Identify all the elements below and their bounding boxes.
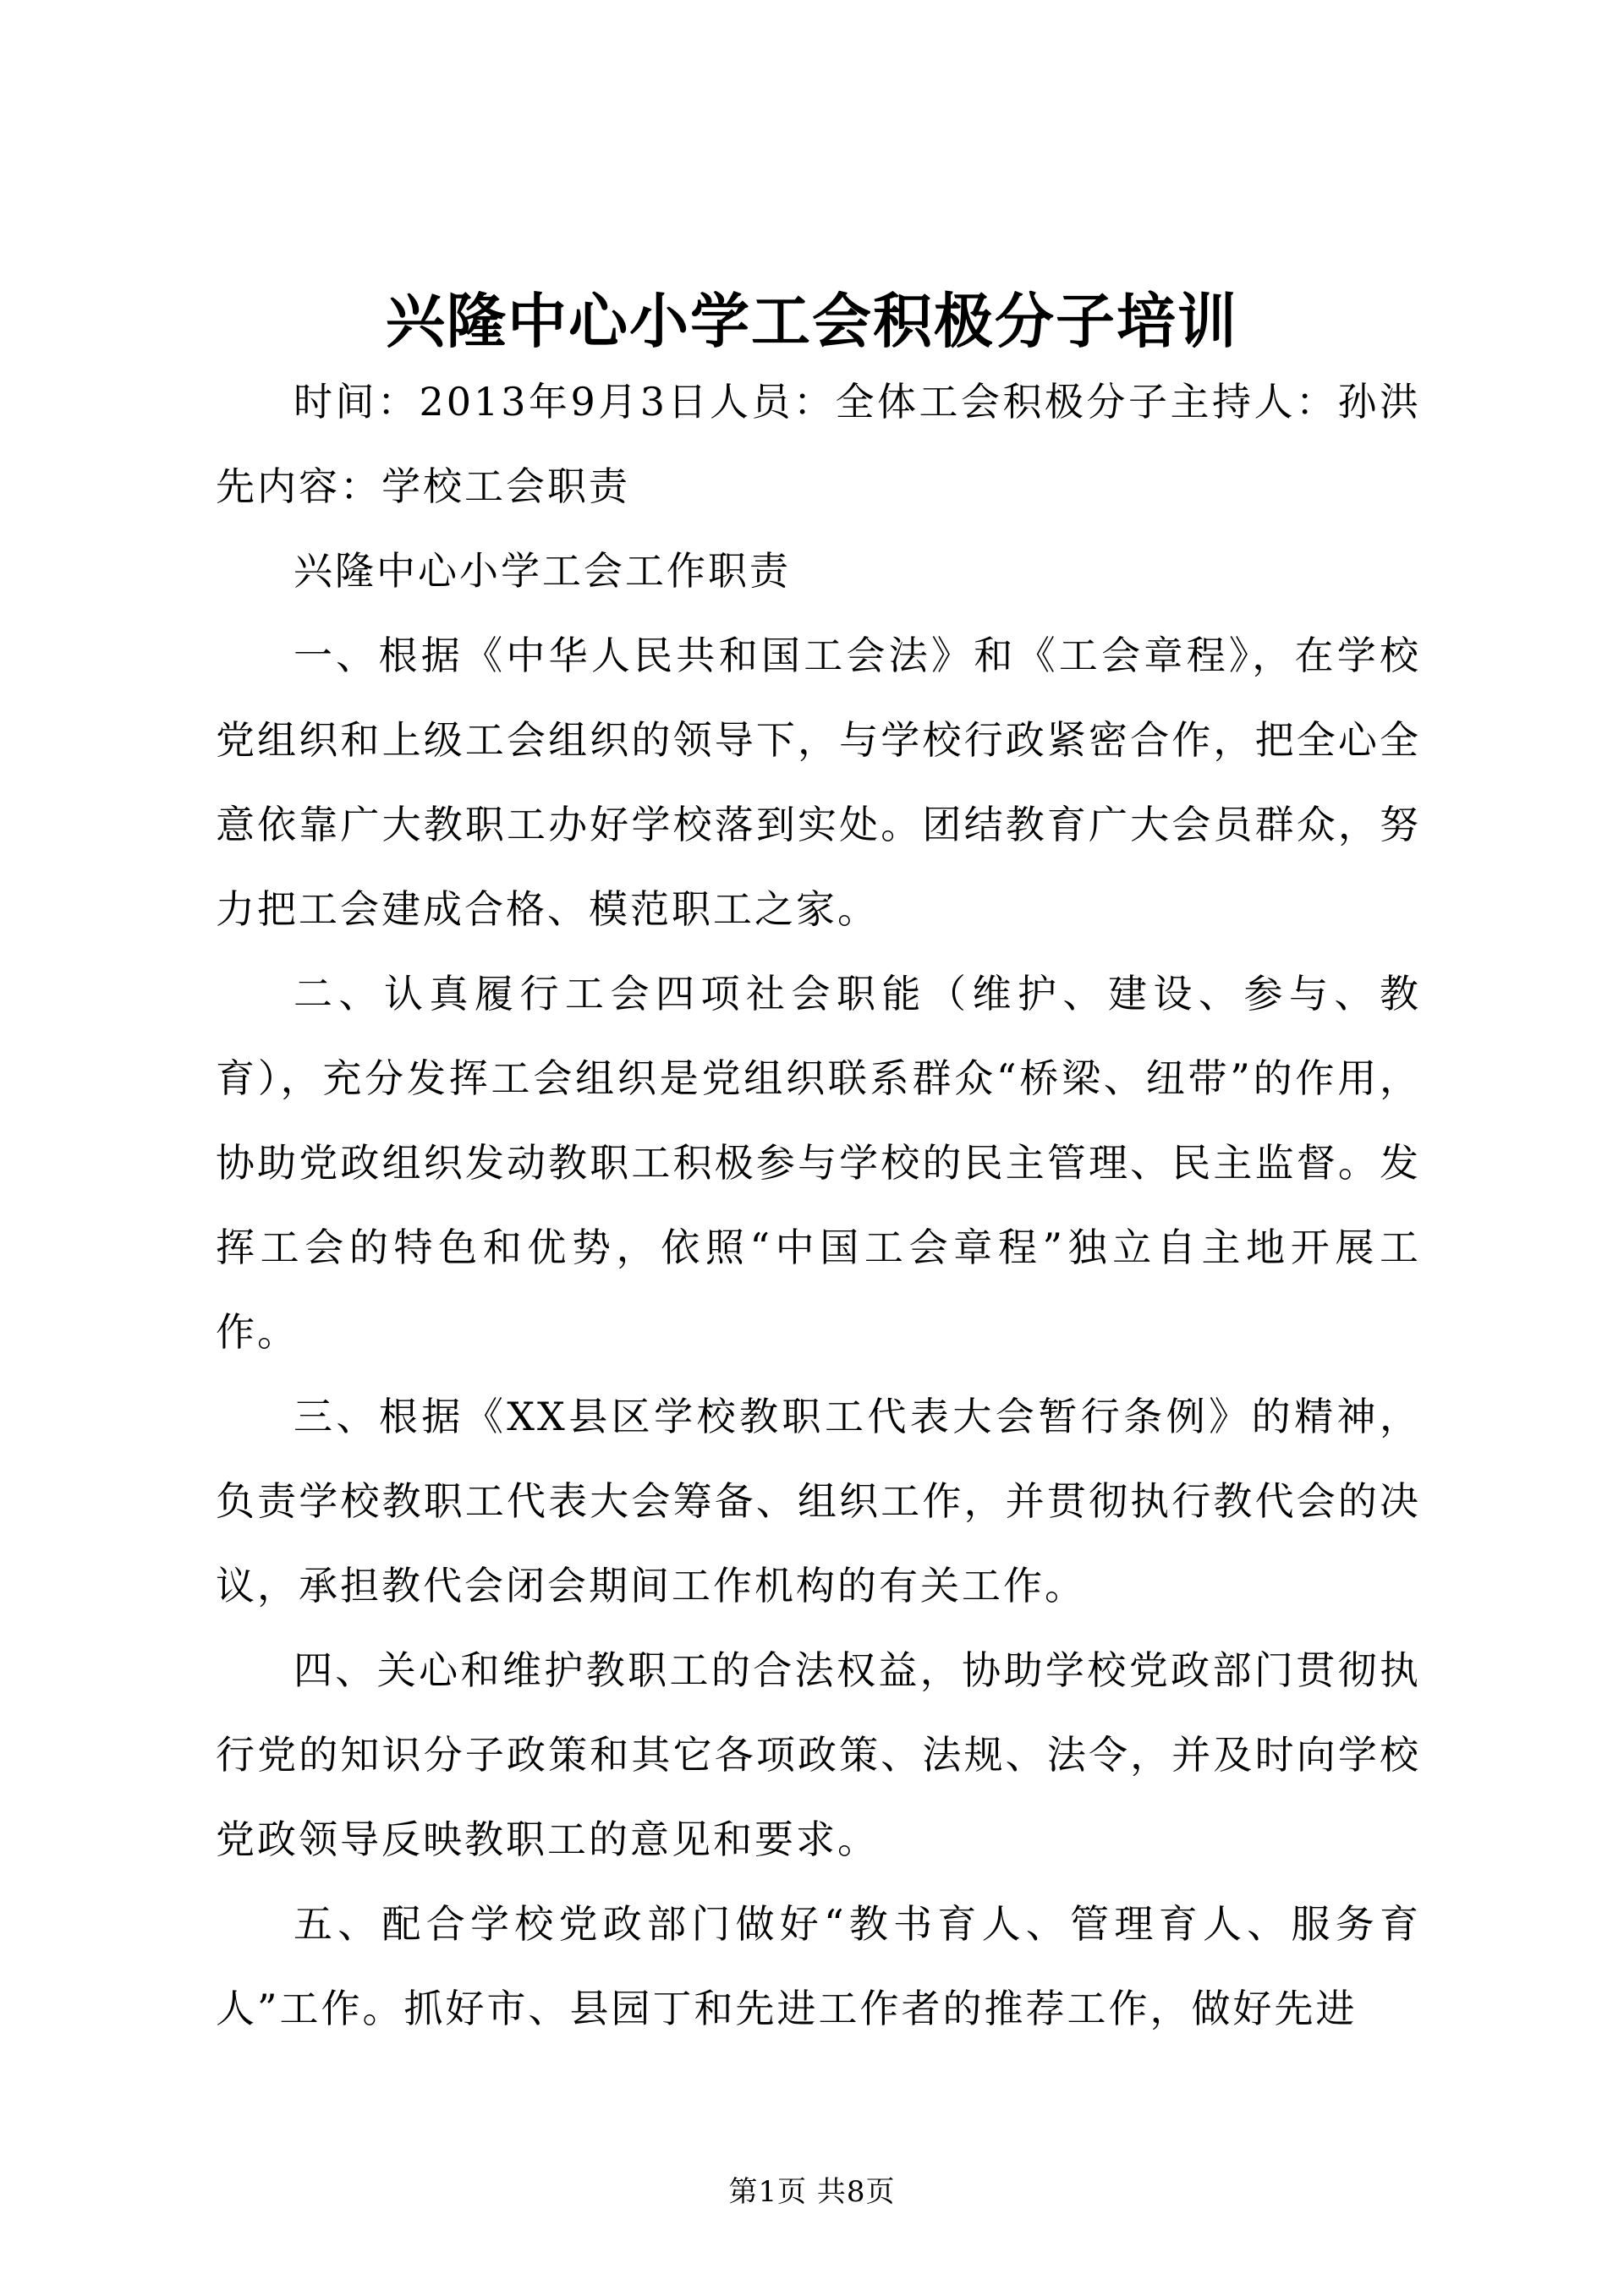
document-body: [216, 359, 1421, 2051]
duty-paragraph-3: 三、根据《XX县区学校教职工代表大会暂行条例》的精神，负责学校教职工代表大会筹备、组织工作，并贯彻执行教代会的决议，承担教代会闭会期间工作机构的有关工作。: [216, 1394, 1421, 1608]
duty-paragraph-5: 五、配合学校党政部门做好“教书育人、管理育人、服务育人”工作。抓好市、县园丁和先进工作者的推荐工作，做好先进: [216, 1901, 1421, 2031]
meeting-info-paragraph: 时间：2013年9月3日人员：全体工会积极分子主持人：孙洪先内容：学校工会职责: [216, 379, 1421, 509]
page-number-footer: 第1页 共8页: [728, 2175, 896, 2209]
duty-paragraph-4: 四、关心和维护教职工的合法权益，协助学校党政部门贯彻执行党的知识分子政策和其它各项政策、法规、法令，并及时向学校党政领导反映教职工的意见和要求。: [216, 1647, 1421, 1862]
duty-paragraph-2: 二、认真履行工会四项社会职能（维护、建设、参与、教育），充分发挥工会组织是党组织联系群众“桥梁、纽带”的作用，协助党政组织发动教职工积极参与学校的民主管理、民主监督。发挥工会的特色和优势，依照“中国工会章程”独立自主地开展工作。: [216, 971, 1421, 1355]
duty-paragraph-1: 一、根据《中华人民共和国工会法》和《工会章程》，在学校党组织和上级工会组织的领导下，与学校行政紧密合作，把全心全意依靠广大教职工办好学校落到实处。团结教育广大会员群众，努力把工会建成合格、模范职工之家。: [216, 633, 1421, 932]
document-title: 兴隆中心小学工会积极分子培训: [386, 286, 1238, 356]
section-heading-paragraph: 兴隆中心小学工会工作职责: [294, 548, 791, 594]
